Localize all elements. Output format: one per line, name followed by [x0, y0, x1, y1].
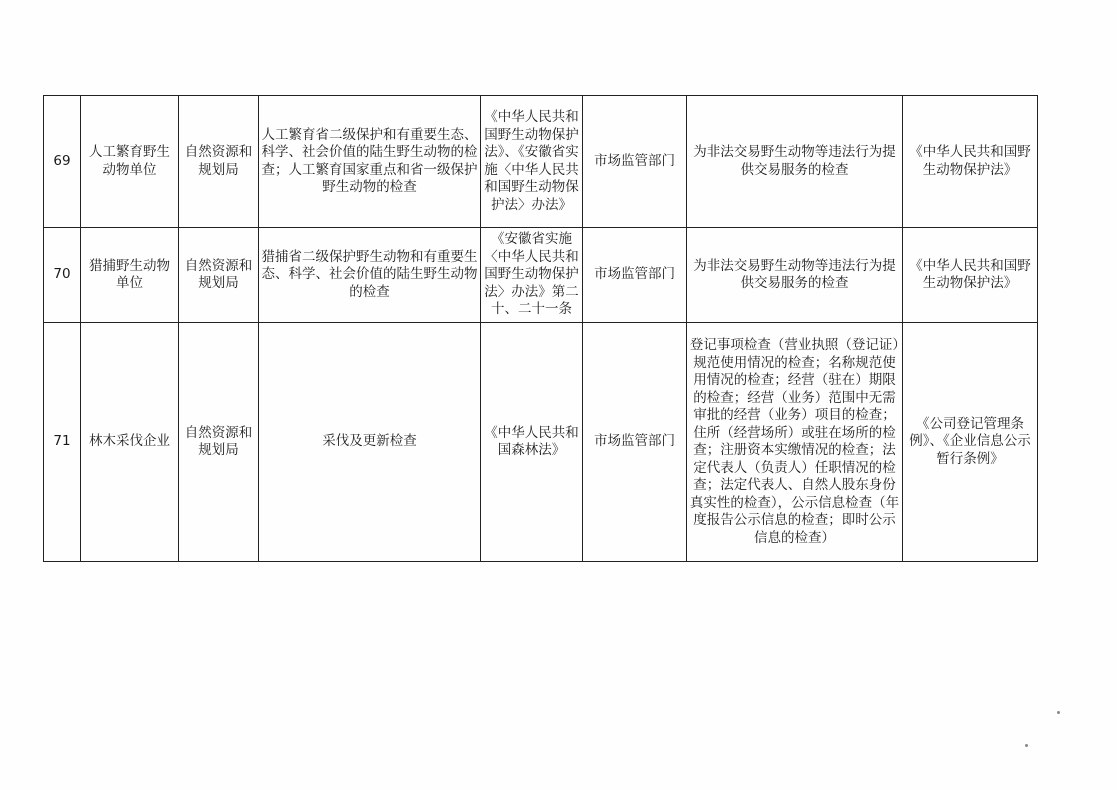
- joint-inspection-item: 为非法交易野生动物等违法行为提供交易服务的检查: [687, 228, 903, 323]
- responsible-department: 自然资源和规划局: [179, 323, 259, 562]
- table-row: [44, 96, 1038, 228]
- table-row: [44, 323, 1038, 562]
- scan-speck: [1057, 711, 1060, 714]
- inspection-item: 人工繁育省二级保护和有重要生态、科学、社会价值的陆生野生动物的检查；人工繁育国家重点和省一级保护野生动物的检查: [259, 96, 481, 228]
- joint-inspection-item: 登记事项检查（营业执照（登记证）规范使用情况的检查；名称规范使用情况的检查；经营（驻在）期限的检查；经营（业务）范围中无需审批的经营（业务）项目的检查；住所（经营场所）或驻在场所的检查；注册资本实缴情况的检查；法定代表人（负责人）任职情况的检查；法定代表人、自然人股东身份真实性的检查），公示信息检查（年度报告公示信息的检查；即时公示信息的检查）: [687, 323, 903, 562]
- inspection-item: 猎捕省二级保护野生动物和有重要生态、科学、社会价值的陆生野生动物的检查: [259, 228, 481, 323]
- inspection-object: 林木采伐企业: [81, 323, 179, 562]
- inspection-object: 人工繁育野生动物单位: [81, 96, 179, 228]
- joint-department: 市场监管部门: [583, 228, 687, 323]
- inspection-basis: 《安徽省实施〈中华人民共和国野生动物保护法〉办法》第二十、二十一条: [481, 228, 583, 323]
- responsible-department: 自然资源和规划局: [179, 228, 259, 323]
- inspection-table: [43, 95, 1038, 562]
- inspection-basis: 《中华人民共和国野生动物保护法》、《安徽省实施〈中华人民共和国野生动物保护法〉办法》: [481, 96, 583, 228]
- joint-department: 市场监管部门: [583, 96, 687, 228]
- row-number: 71: [44, 323, 81, 562]
- table-row: [44, 228, 1038, 323]
- responsible-department: 自然资源和规划局: [179, 96, 259, 228]
- joint-inspection-basis: 《公司登记管理条例》、《企业信息公示暂行条例》: [903, 323, 1038, 562]
- scan-speck: [1025, 744, 1028, 747]
- inspection-object: 猎捕野生动物单位: [81, 228, 179, 323]
- joint-inspection-basis: 《中华人民共和国野生动物保护法》: [903, 96, 1038, 228]
- inspection-basis: 《中华人民共和国森林法》: [481, 323, 583, 562]
- joint-inspection-basis: 《中华人民共和国野生动物保护法》: [903, 228, 1038, 323]
- row-number: 69: [44, 96, 81, 228]
- row-number: 70: [44, 228, 81, 323]
- joint-inspection-item: 为非法交易野生动物等违法行为提供交易服务的检查: [687, 96, 903, 228]
- joint-department: 市场监管部门: [583, 323, 687, 562]
- inspection-item: 采伐及更新检查: [259, 323, 481, 562]
